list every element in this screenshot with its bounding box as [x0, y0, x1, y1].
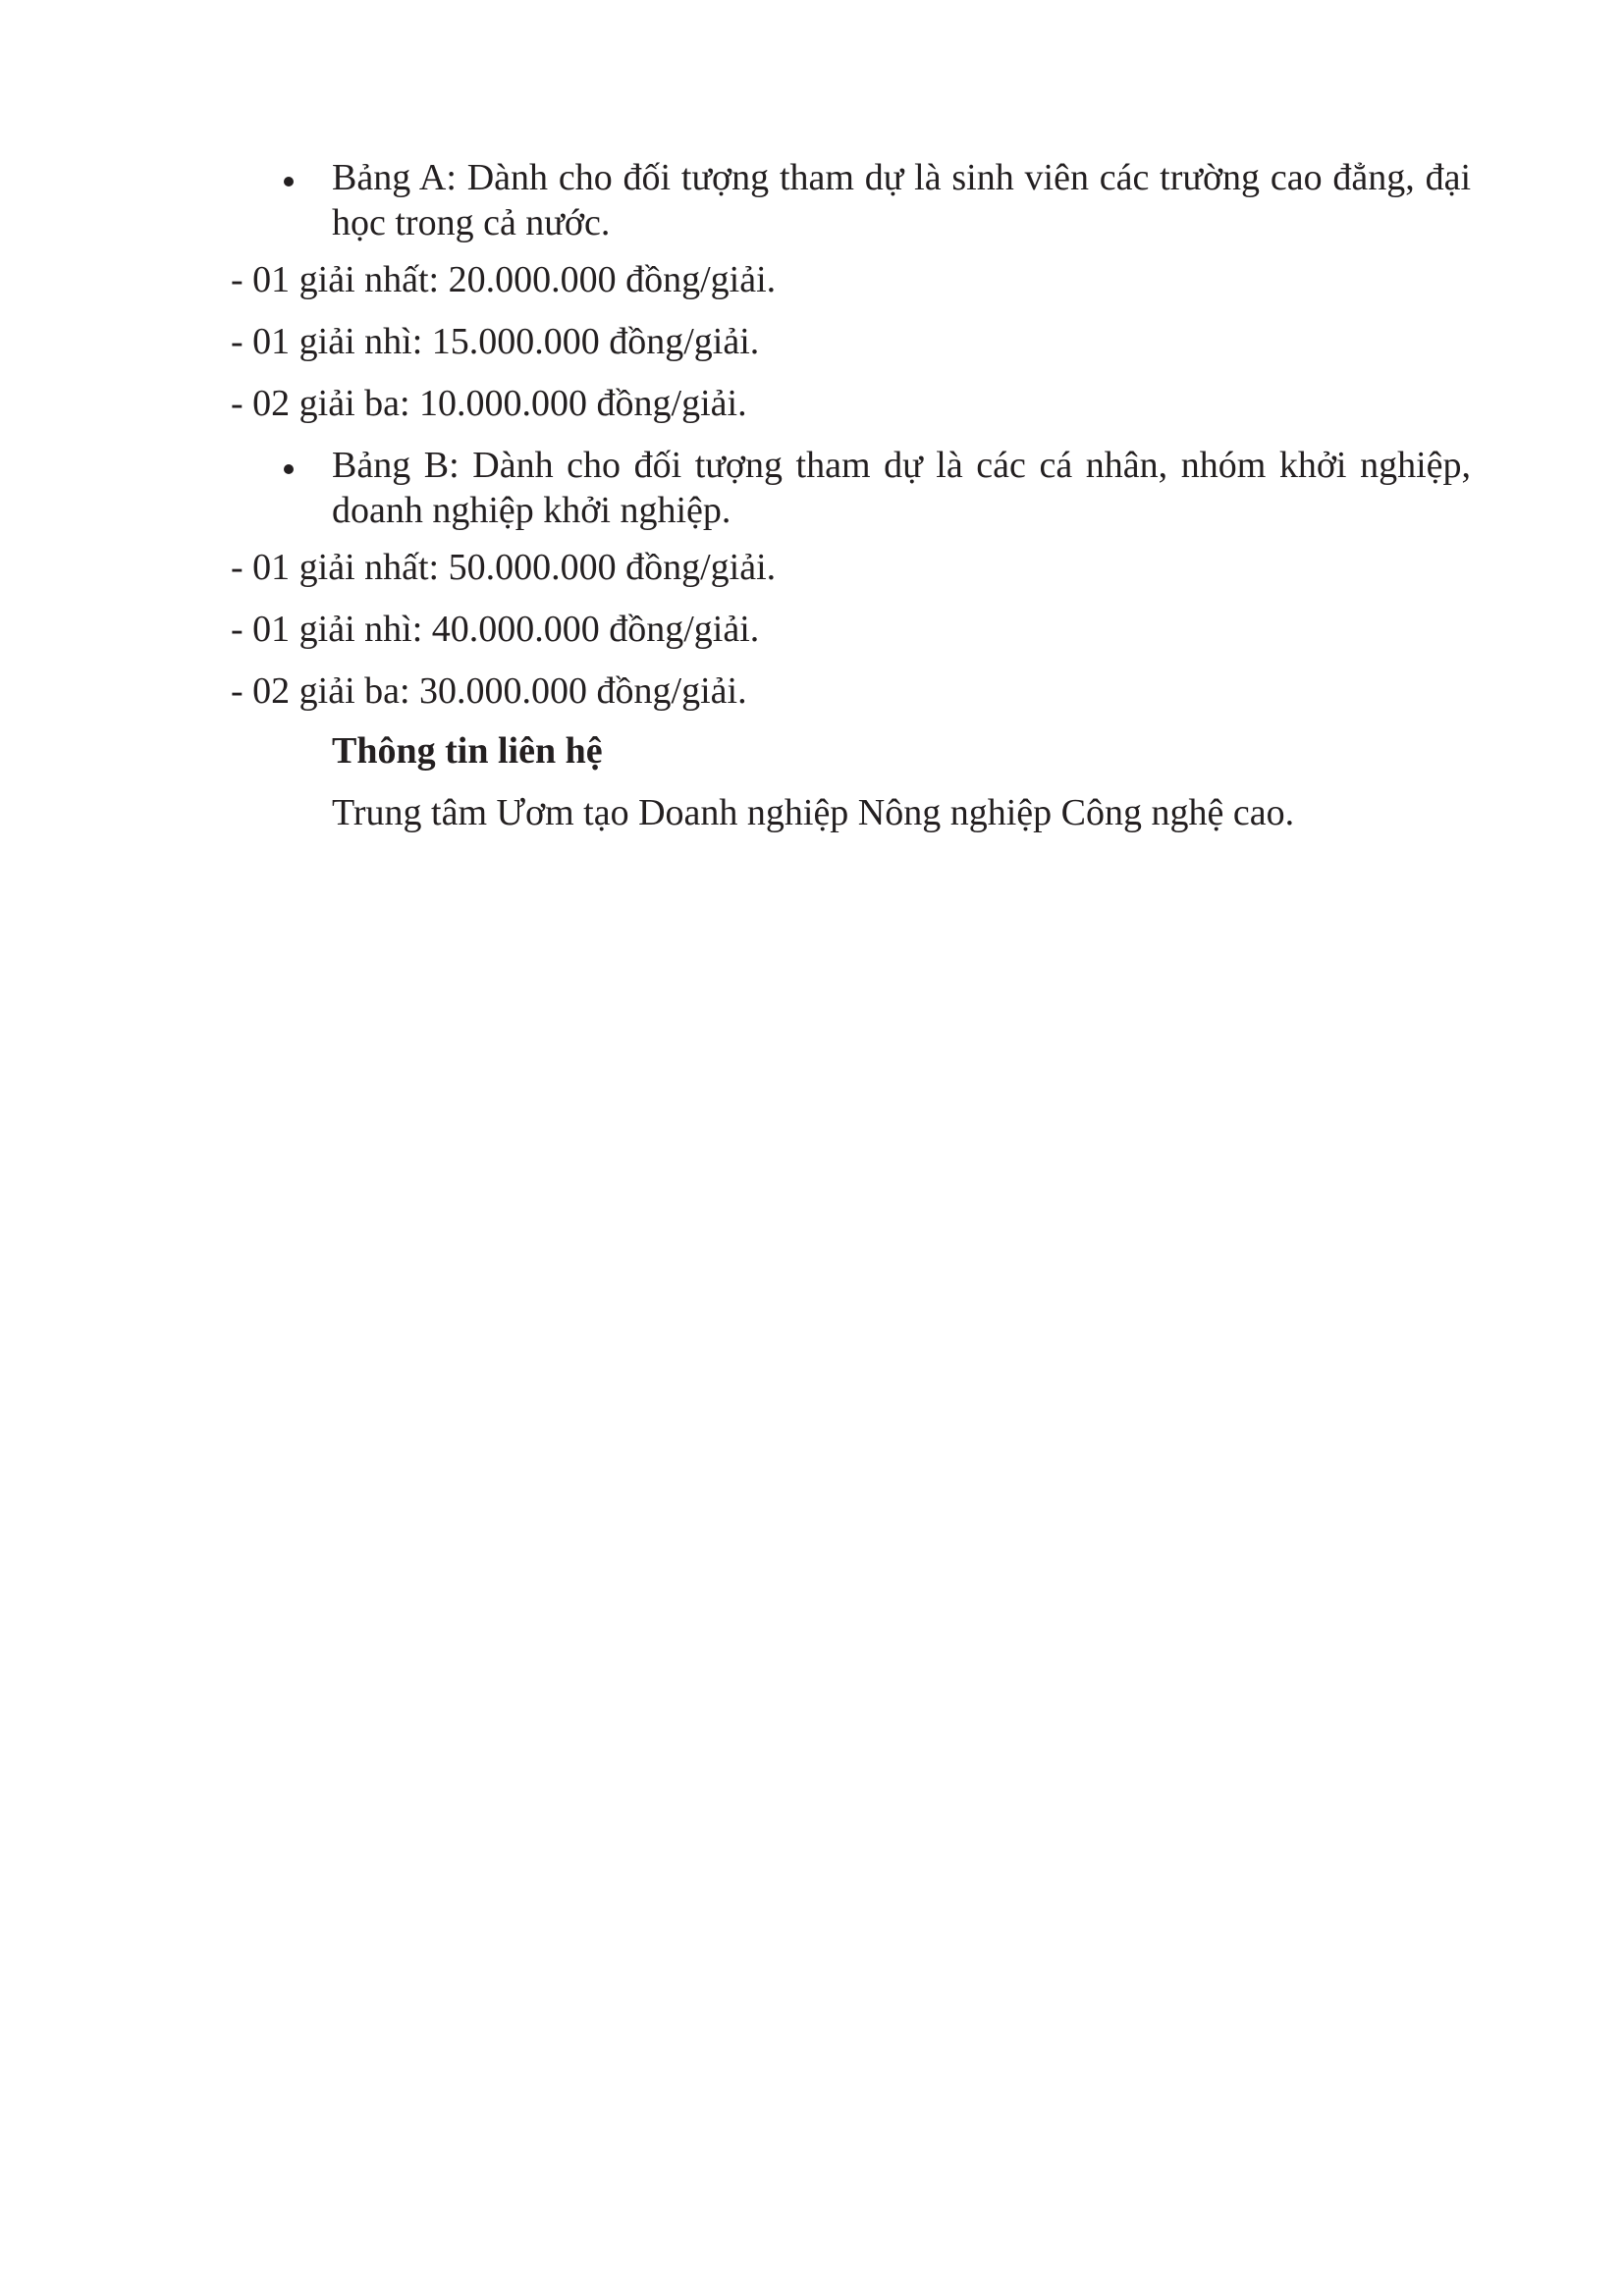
bang-a-description: Bảng A: Dành cho đối tượng tham dự là sinh viên các trường cao đẳng, đại học trong cả nước. — [332, 157, 1471, 243]
bullet-icon — [284, 464, 294, 474]
bang-b-prize-first: - 01 giải nhất: 50.000.000 đồng/giải. — [231, 547, 777, 588]
bang-b-description: Bảng B: Dành cho đối tượng tham dự là các cá nhân, nhóm khởi nghiệp, doanh nghiệp khởi nghiệp. — [332, 445, 1471, 531]
bullet-icon — [284, 177, 294, 187]
bang-a-prize-second: - 01 giải nhì: 15.000.000 đồng/giải. — [231, 321, 760, 362]
contact-text: Trung tâm Ươm tạo Doanh nghiệp Nông nghiệp Công nghệ cao. — [332, 792, 1295, 833]
bang-a-prize-third: - 02 giải ba: 10.000.000 đồng/giải. — [231, 383, 747, 424]
bang-b-prize-second: - 01 giải nhì: 40.000.000 đồng/giải. — [231, 609, 760, 650]
bang-a-prize-first: - 01 giải nhất: 20.000.000 đồng/giải. — [231, 259, 777, 300]
bang-b-prize-third: - 02 giải ba: 30.000.000 đồng/giải. — [231, 670, 747, 712]
contact-heading: Thông tin liên hệ — [332, 730, 603, 772]
